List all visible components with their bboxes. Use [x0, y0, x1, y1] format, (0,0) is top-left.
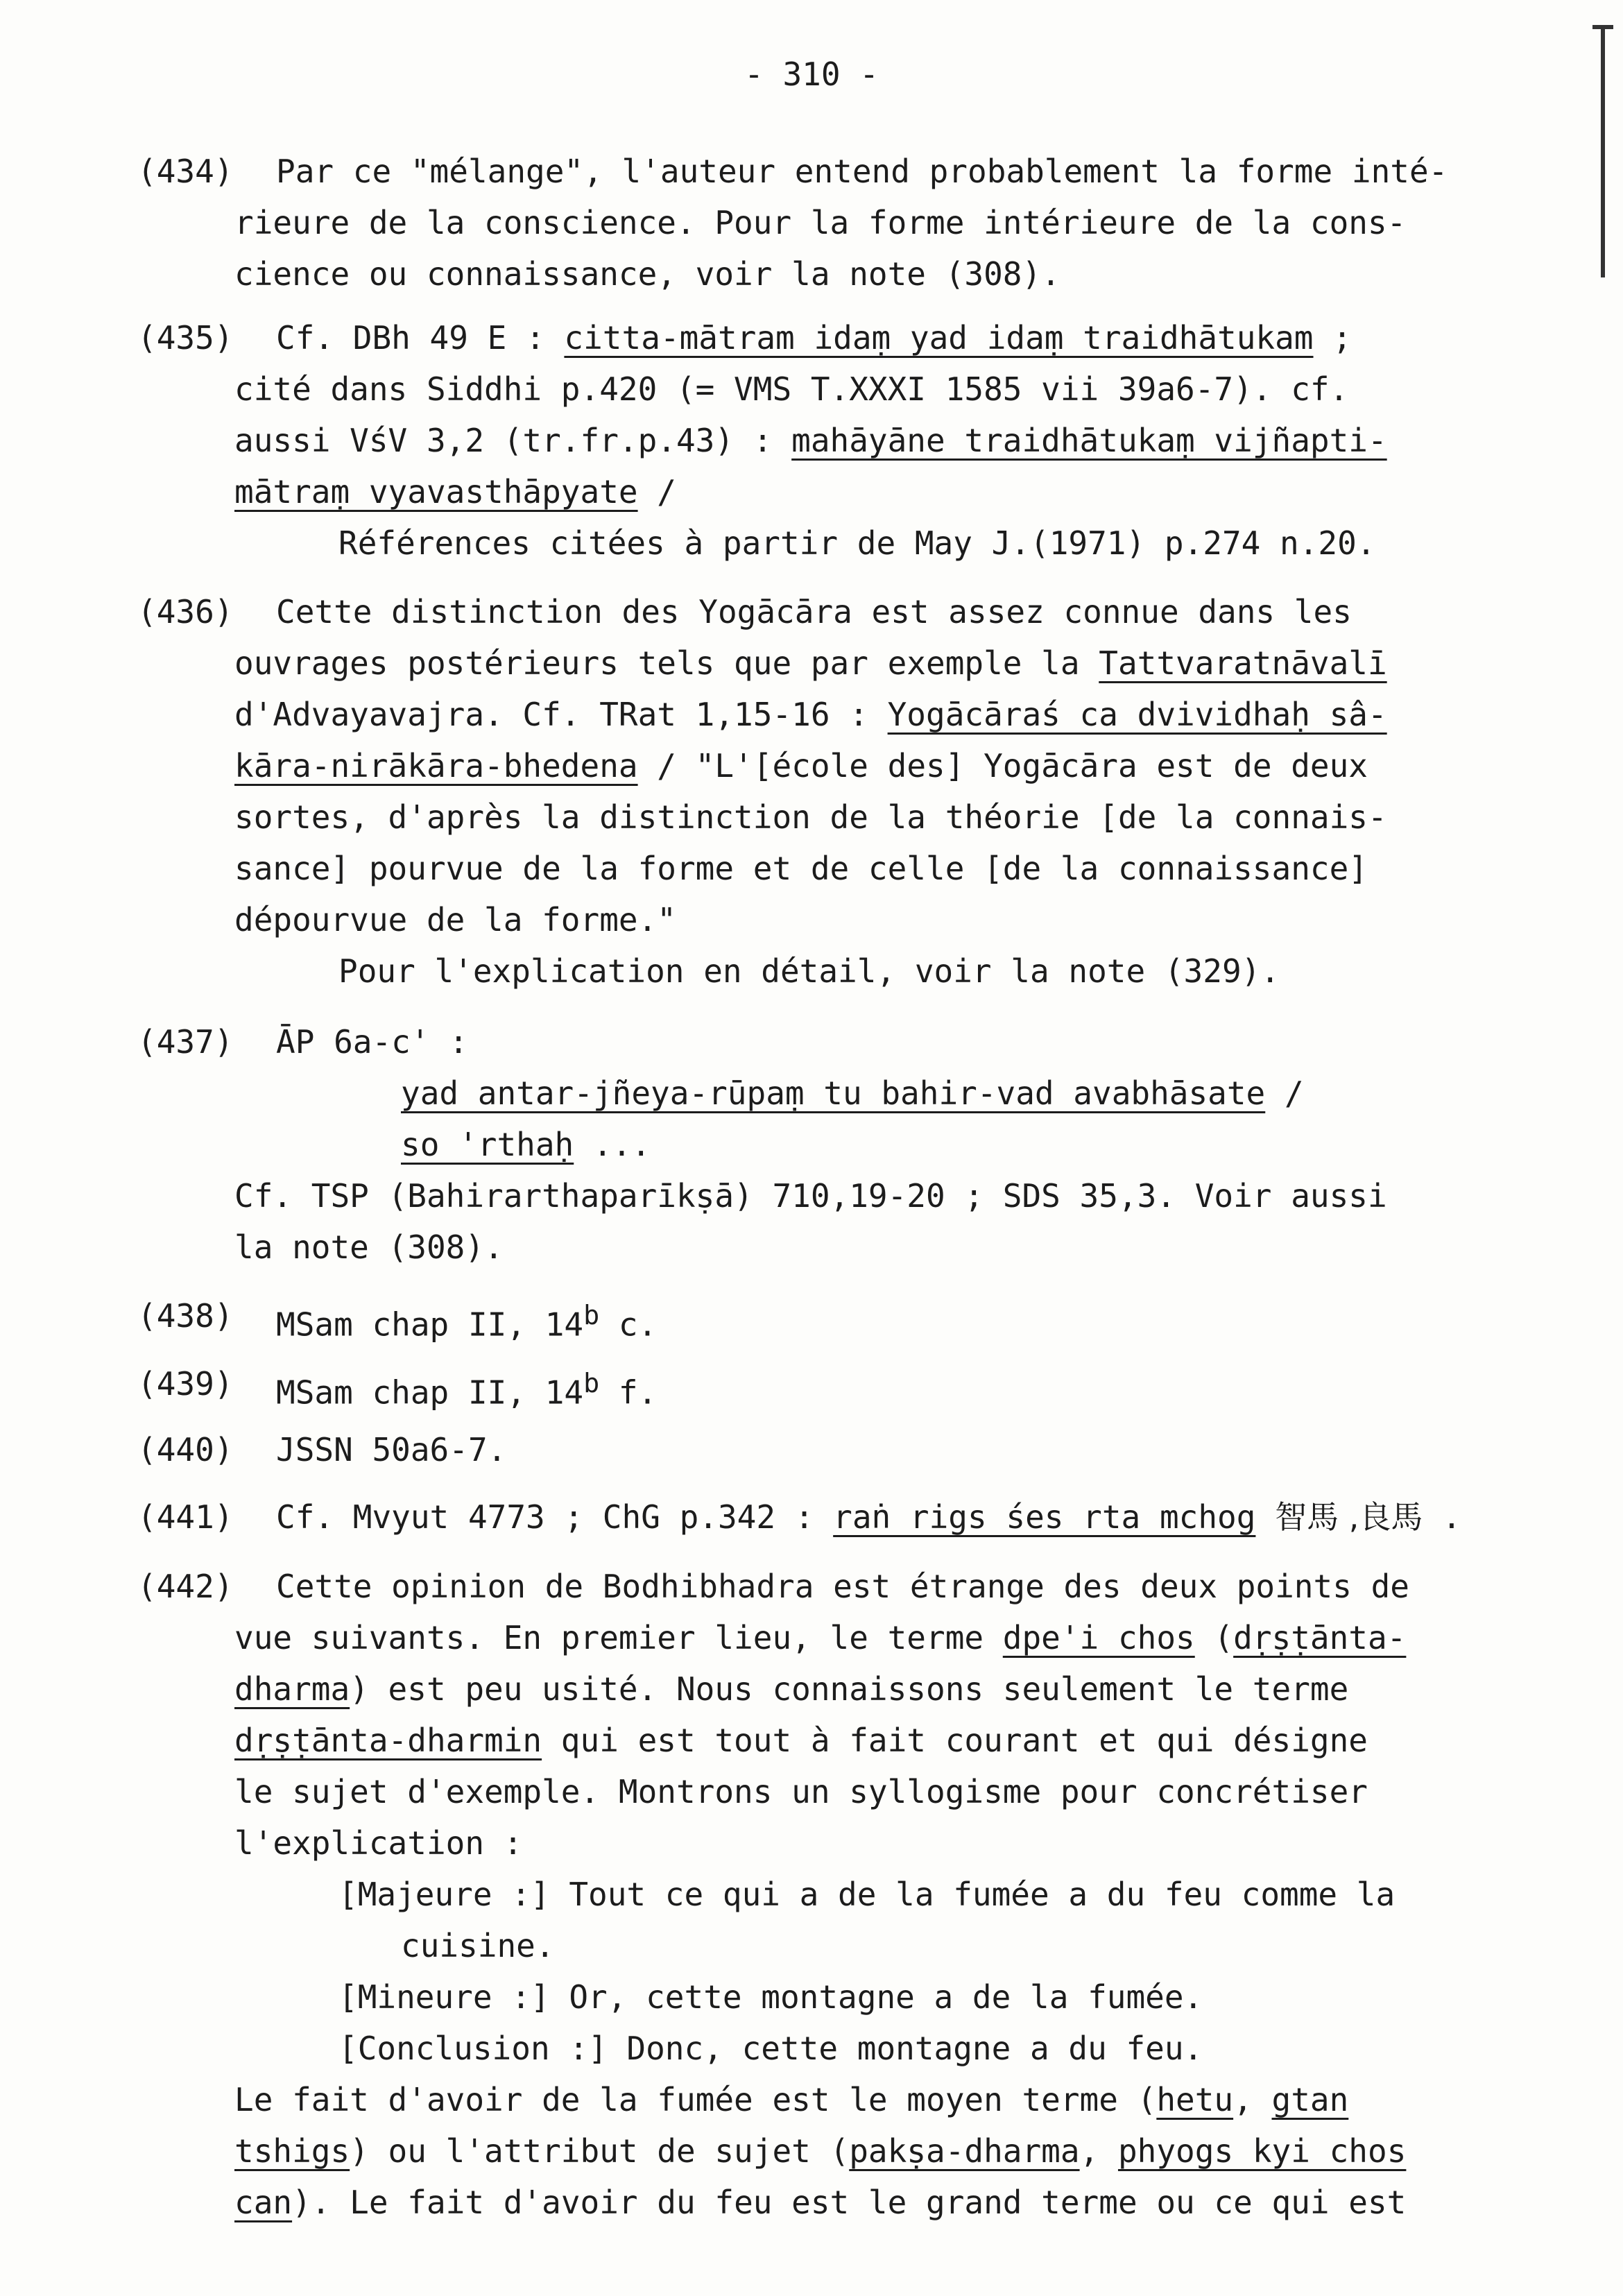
- note-line: cité dans Siddhi p.420 (= VMS T.XXXI 1585 vii 39a6-7). cf.: [234, 370, 1349, 408]
- note-number: (436): [137, 593, 234, 631]
- page-number: - 310 -: [744, 55, 879, 93]
- note-number: (442): [137, 1568, 234, 1605]
- note-line: MSam chap II, 14$^b$ f.: [276, 1368, 658, 1412]
- note-line: sortes, d'après la distinction de la théorie [de la connais-: [234, 798, 1387, 836]
- note-line: Le fait d'avoir de la fumée est le moyen terme (hetu, gtan: [234, 2081, 1349, 2118]
- note-line: Cette opinion de Bodhibhadra est étrange des deux points de: [276, 1568, 1409, 1605]
- sanskrit-quote: citta-mātram idaṃ yad idaṃ traidhātukam: [564, 319, 1314, 357]
- note-line: la note (308).: [234, 1228, 504, 1266]
- tibetan-term: tshigs: [234, 2132, 350, 2170]
- note-line: Pour l'explication en détail, voir la note (329).: [338, 952, 1280, 990]
- note-line: l'explication :: [234, 1824, 523, 1862]
- sanskrit-quote: so 'rthaḥ: [401, 1126, 574, 1163]
- note-line: ĀP 6a-c' :: [276, 1023, 468, 1061]
- syllogism-line: [Majeure :] Tout ce qui a de la fumée a du feu comme la: [338, 1876, 1396, 1913]
- sanskrit-quote: mātraṃ vyavasthāpyate: [234, 473, 638, 511]
- note-line: JSSN 50a6-7.: [276, 1431, 507, 1468]
- note-line: Références citées à partir de May J.(1971) p.274 n.20.: [338, 524, 1376, 562]
- note-number: (441): [137, 1498, 234, 1536]
- tibetan-term: can: [234, 2184, 293, 2221]
- sanskrit-term: dharma: [234, 1670, 350, 1708]
- tibetan-term: phyogs kyi chos: [1117, 2132, 1407, 2170]
- tibetan-term: gtan: [1271, 2081, 1349, 2118]
- title-underlined: Tattvaratnāvalī: [1099, 644, 1387, 682]
- note-number: (439): [137, 1365, 234, 1403]
- syllogism-line: [Conclusion :] Donc, cette montagne a du feu.: [338, 2030, 1203, 2067]
- note-number: (435): [137, 319, 234, 357]
- note-line: Cf. DBh 49 E : citta-mātram idaṃ yad idaṃ traidhātukam ;: [276, 319, 1352, 357]
- chinese-gloss: 智馬 ,良馬: [1275, 1498, 1423, 1536]
- note-number: (434): [137, 153, 234, 190]
- note-line: rieure de la conscience. Pour la forme intérieure de la cons-: [234, 204, 1407, 241]
- note-line: sance] pourvue de la forme et de celle [de la connaissance]: [234, 850, 1368, 887]
- syllogism-line: [Mineure :] Or, cette montagne a de la fumée.: [338, 1978, 1203, 2016]
- note-line: le sujet d'exemple. Montrons un syllogisme pour concrétiser: [234, 1773, 1368, 1810]
- note-line: tshigs) ou l'attribut de sujet (pakṣa-dharma, phyogs kyi chos: [234, 2132, 1407, 2170]
- sanskrit-quote: yad antar-jñeya-rūpaṃ tu bahir-vad avabhāsate: [401, 1074, 1266, 1112]
- tibetan-term: raṅ rigs śes rta mchog: [833, 1498, 1256, 1536]
- note-line: aussi VśV 3,2 (tr.fr.p.43) : mahāyāne traidhātukaṃ vijñapti-: [234, 422, 1387, 459]
- note-line: dépourvue de la forme.": [234, 901, 676, 939]
- syllogism-line: cuisine.: [401, 1927, 555, 1964]
- verse-line: so 'rthaḥ ...: [401, 1126, 651, 1163]
- note-line: can). Le fait d'avoir du feu est le grand terme ou ce qui est: [234, 2184, 1407, 2221]
- note-line: cience ou connaissance, voir la note (308).: [234, 255, 1060, 293]
- sanskrit-quote: Yogācāraś ca dvividhaḥ sâ-: [887, 696, 1387, 733]
- note-number: (438): [137, 1297, 234, 1335]
- note-line: Cf. TSP (Bahirarthaparīkṣā) 710,19-20 ; SDS 35,3. Voir aussi: [234, 1177, 1387, 1215]
- margin-rule-tip: [1592, 25, 1613, 29]
- note-line: Cette distinction des Yogācāra est assez connue dans les: [276, 593, 1352, 631]
- note-number: (440): [137, 1431, 234, 1468]
- note-line: Par ce "mélange", l'auteur entend probablement la forme inté-: [276, 153, 1448, 190]
- note-line: ouvrages postérieurs tels que par exemple la Tattvaratnāvalī: [234, 644, 1387, 682]
- note-line: dṛṣṭānta-dharmin qui est tout à fait courant et qui désigne: [234, 1722, 1368, 1759]
- note-line: d'Advayavajra. Cf. TRat 1,15-16 : Yogācāraś ca dvividhaḥ sâ-: [234, 696, 1387, 733]
- tibetan-term: dpe'i chos: [1002, 1619, 1195, 1656]
- sanskrit-term: dṛṣṭānta-dharmin: [234, 1722, 542, 1759]
- sanskrit-term: pakṣa-dharma: [849, 2132, 1080, 2170]
- note-line: MSam chap II, 14$^b$ c.: [276, 1300, 658, 1344]
- note-line: kāra-nirākāra-bhedena / "L'[école des] Yogācāra est de deux: [234, 747, 1368, 785]
- sanskrit-term: dṛṣṭānta-: [1233, 1619, 1407, 1656]
- note-number: (437): [137, 1023, 234, 1061]
- verse-line: yad antar-jñeya-rūpaṃ tu bahir-vad avabhāsate /: [401, 1074, 1304, 1112]
- note-line: Cf. Mvyut 4773 ; ChG p.342 : raṅ rigs śes rta mchog 智馬 ,良馬 .: [276, 1498, 1461, 1536]
- sanskrit-quote: mahāyāne traidhātukaṃ vijñapti-: [791, 422, 1387, 459]
- note-line: mātraṃ vyavasthāpyate /: [234, 473, 676, 511]
- sanskrit-term: hetu: [1156, 2081, 1234, 2118]
- note-line: vue suivants. En premier lieu, le terme dpe'i chos (dṛṣṭānta-: [234, 1619, 1407, 1656]
- sanskrit-quote: kāra-nirākāra-bhedena: [234, 747, 638, 785]
- note-line: dharma) est peu usité. Nous connaissons seulement le terme: [234, 1670, 1349, 1708]
